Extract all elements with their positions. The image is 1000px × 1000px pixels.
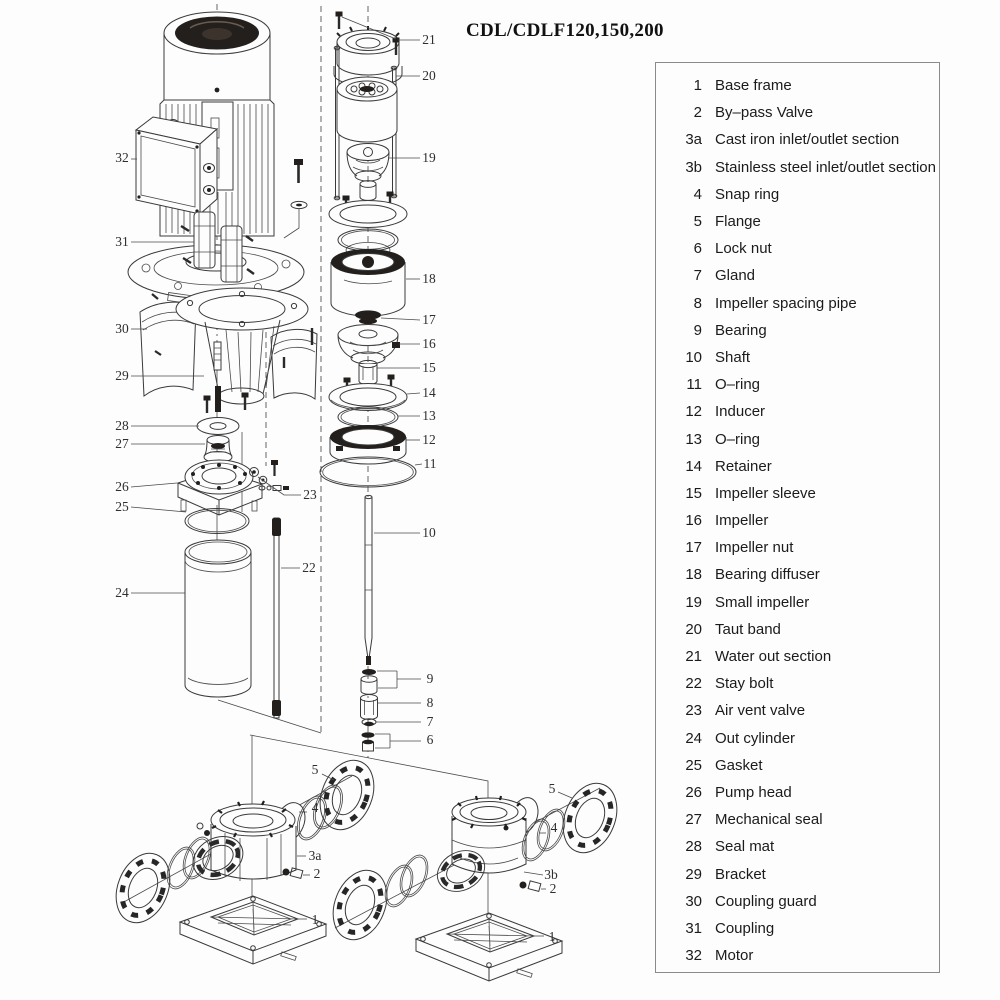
part-number: 18	[685, 566, 702, 584]
part-label: Retainer	[715, 457, 772, 475]
callout-15: 15	[422, 360, 436, 375]
callout-2-left: 2	[313, 866, 321, 881]
callout-23: 23	[303, 487, 317, 502]
part-number: 29	[685, 865, 702, 883]
part-label: Bearing	[715, 321, 767, 339]
parts-list-item	[656, 371, 939, 398]
water-out-section-drawing	[334, 12, 402, 87]
part-label: Base frame	[715, 77, 792, 95]
callout-9: 9	[426, 671, 434, 686]
part-label: By–pass Valve	[715, 104, 814, 122]
part-number: 19	[685, 593, 702, 611]
part-number: 12	[685, 403, 702, 421]
part-number: 5	[693, 213, 702, 231]
part-label: Pump head	[715, 783, 792, 801]
callout-2-right: 2	[549, 881, 557, 896]
parts-list-item	[656, 915, 939, 942]
part-number: 23	[685, 702, 702, 720]
parts-list-item	[656, 99, 939, 126]
callout-5-left: 5	[311, 762, 319, 777]
callout-13: 13	[422, 408, 436, 423]
parts-list-item	[656, 534, 939, 561]
callout-31: 31	[115, 234, 129, 249]
part-number: 11	[686, 376, 702, 394]
part-label: Lock nut	[715, 240, 772, 258]
parts-list-item	[656, 833, 939, 860]
parts-list-item	[656, 725, 939, 752]
parts-list-item	[656, 181, 939, 208]
seal-mat-drawing	[197, 418, 239, 435]
part-label: Gasket	[715, 756, 763, 774]
part-label: Snap ring	[715, 185, 780, 203]
stage-ring-drawing	[329, 181, 407, 258]
part-label: Air vent valve	[715, 702, 806, 720]
callout-30: 30	[115, 321, 129, 336]
callout-7: 7	[426, 714, 434, 729]
parts-list-item	[656, 561, 939, 588]
part-number: 27	[685, 811, 702, 829]
small-impeller-drawing	[347, 144, 389, 182]
callout-14: 14	[422, 385, 436, 400]
callout-16: 16	[422, 336, 436, 351]
part-label: Out cylinder	[715, 729, 796, 747]
callout-1-right: 1	[548, 929, 556, 944]
part-label: Impeller sleeve	[715, 484, 816, 502]
parts-list-item	[656, 208, 939, 235]
callout-19: 19	[422, 150, 436, 165]
callout-3a: 3a	[308, 848, 322, 863]
parts-list-item	[656, 697, 939, 724]
callout-28: 28	[115, 418, 129, 433]
shaft-drawing	[365, 495, 372, 665]
parts-list-item	[656, 235, 939, 262]
parts-list-item	[656, 752, 939, 779]
callout-24: 24	[115, 585, 129, 600]
part-label: Small impeller	[715, 593, 810, 611]
part-number: 10	[685, 348, 702, 366]
stage-cylinder-drawing	[337, 77, 397, 142]
part-label: Shaft	[715, 348, 751, 366]
part-label: Taut band	[715, 620, 781, 638]
parts-list-item	[656, 888, 939, 915]
parts-list-item	[656, 344, 939, 371]
impeller-drawing	[338, 325, 400, 365]
part-number: 7	[693, 267, 702, 285]
parts-list-item	[656, 317, 939, 344]
motor-drawing	[128, 12, 307, 325]
callout-8: 8	[426, 695, 434, 710]
part-label: Cast iron inlet/outlet section	[715, 131, 900, 149]
motor-bolt	[284, 159, 307, 238]
parts-list	[655, 62, 940, 973]
callout-21: 21	[422, 32, 436, 47]
part-label: Coupling	[715, 919, 775, 937]
parts-list-item	[656, 480, 939, 507]
callout-25: 25	[115, 499, 129, 514]
part-label: Impeller	[715, 512, 769, 530]
parts-list-item	[656, 779, 939, 806]
callout-3b: 3b	[544, 867, 558, 882]
part-number: 31	[685, 919, 702, 937]
parts-list-item	[656, 398, 939, 425]
part-number: 24	[685, 729, 702, 747]
by-pass-valve-right	[520, 881, 541, 892]
callout-11: 11	[423, 456, 437, 471]
callout-17: 17	[422, 312, 436, 327]
parts-list-item	[656, 290, 939, 317]
part-number: 15	[685, 484, 702, 502]
callout-26: 26	[115, 479, 129, 494]
callout-10: 10	[422, 525, 436, 540]
impeller-sleeve-drawing	[359, 360, 377, 384]
parts-list-item	[656, 942, 939, 969]
part-label: Bearing diffuser	[715, 566, 820, 584]
parts-list-item	[656, 425, 939, 452]
part-number: 25	[685, 756, 702, 774]
impeller-nut-drawing	[355, 310, 381, 324]
stay-bolt-drawing	[272, 518, 281, 718]
callout-29: 29	[115, 368, 129, 383]
part-number: 2	[693, 104, 702, 122]
parts-list-item	[656, 616, 939, 643]
flange-right	[550, 775, 626, 860]
part-number: 14	[685, 457, 702, 475]
part-label: Seal mat	[715, 838, 775, 856]
part-label: Stainless steel inlet/outlet section	[715, 158, 936, 176]
callout-18: 18	[422, 271, 436, 286]
parts-list-item	[656, 72, 939, 99]
part-number: 22	[685, 675, 702, 693]
callout-20: 20	[422, 68, 436, 83]
callout-6: 6	[426, 732, 434, 747]
part-number: 13	[685, 430, 702, 448]
part-label: Bracket	[715, 865, 766, 883]
out-cylinder-drawing	[185, 540, 251, 697]
callout-4-left: 4	[311, 800, 319, 815]
parts-list-item	[656, 860, 939, 887]
callout-27: 27	[115, 436, 129, 451]
page-title: CDL/CDLF120,150,200	[466, 20, 664, 41]
callout-12: 12	[422, 432, 436, 447]
part-label: Stay bolt	[715, 675, 774, 693]
callout-5-right: 5	[548, 781, 556, 796]
part-label: Impeller spacing pipe	[715, 294, 857, 312]
part-label: Flange	[715, 213, 761, 231]
part-label: Gland	[715, 267, 756, 285]
part-label: O–ring	[715, 376, 761, 394]
part-number: 16	[685, 512, 702, 530]
part-number: 3b	[685, 158, 702, 176]
impeller-spacing-pipe-drawing	[361, 695, 378, 720]
part-number: 32	[685, 947, 702, 965]
flange-left	[310, 752, 383, 837]
callout-22: 22	[302, 560, 316, 575]
part-number: 30	[685, 892, 702, 910]
parts-list-item	[656, 670, 939, 697]
parts-list-item	[656, 453, 939, 480]
base-frame-right	[416, 913, 562, 981]
bearing-diffuser-drawing	[331, 249, 405, 316]
callout-4-right: 4	[550, 820, 558, 835]
base-frame-left	[180, 896, 326, 964]
parts-list-item	[656, 126, 939, 153]
parts-list-item	[656, 262, 939, 289]
part-number: 26	[685, 783, 702, 801]
part-label: Inducer	[715, 403, 766, 421]
part-number: 8	[693, 294, 702, 312]
parts-list-item	[656, 806, 939, 833]
part-number: 1	[693, 77, 702, 95]
part-number: 28	[685, 838, 702, 856]
part-label: Coupling guard	[715, 892, 817, 910]
part-label: Motor	[715, 947, 754, 965]
part-number: 6	[693, 240, 702, 258]
lock-nut-drawing	[362, 732, 375, 751]
part-number: 21	[685, 648, 702, 666]
parts-list-item	[656, 154, 939, 181]
part-label: Water out section	[715, 648, 832, 666]
parts-list-item	[656, 643, 939, 670]
parts-list-item	[656, 507, 939, 534]
callout-1-left: 1	[311, 912, 319, 927]
callout-32: 32	[115, 150, 129, 165]
part-number: 17	[685, 539, 702, 557]
part-number: 4	[693, 185, 702, 203]
pump-head-drawing	[178, 460, 262, 515]
bearing-drawing	[361, 669, 377, 694]
part-number: 9	[693, 321, 702, 339]
part-label: Impeller nut	[715, 539, 794, 557]
part-label: Mechanical seal	[715, 811, 823, 829]
part-number: 20	[685, 620, 702, 638]
part-number: 3a	[685, 131, 702, 149]
mechanical-seal-drawing	[204, 436, 232, 463]
part-label: O–ring	[715, 430, 761, 448]
parts-list-item	[656, 589, 939, 616]
